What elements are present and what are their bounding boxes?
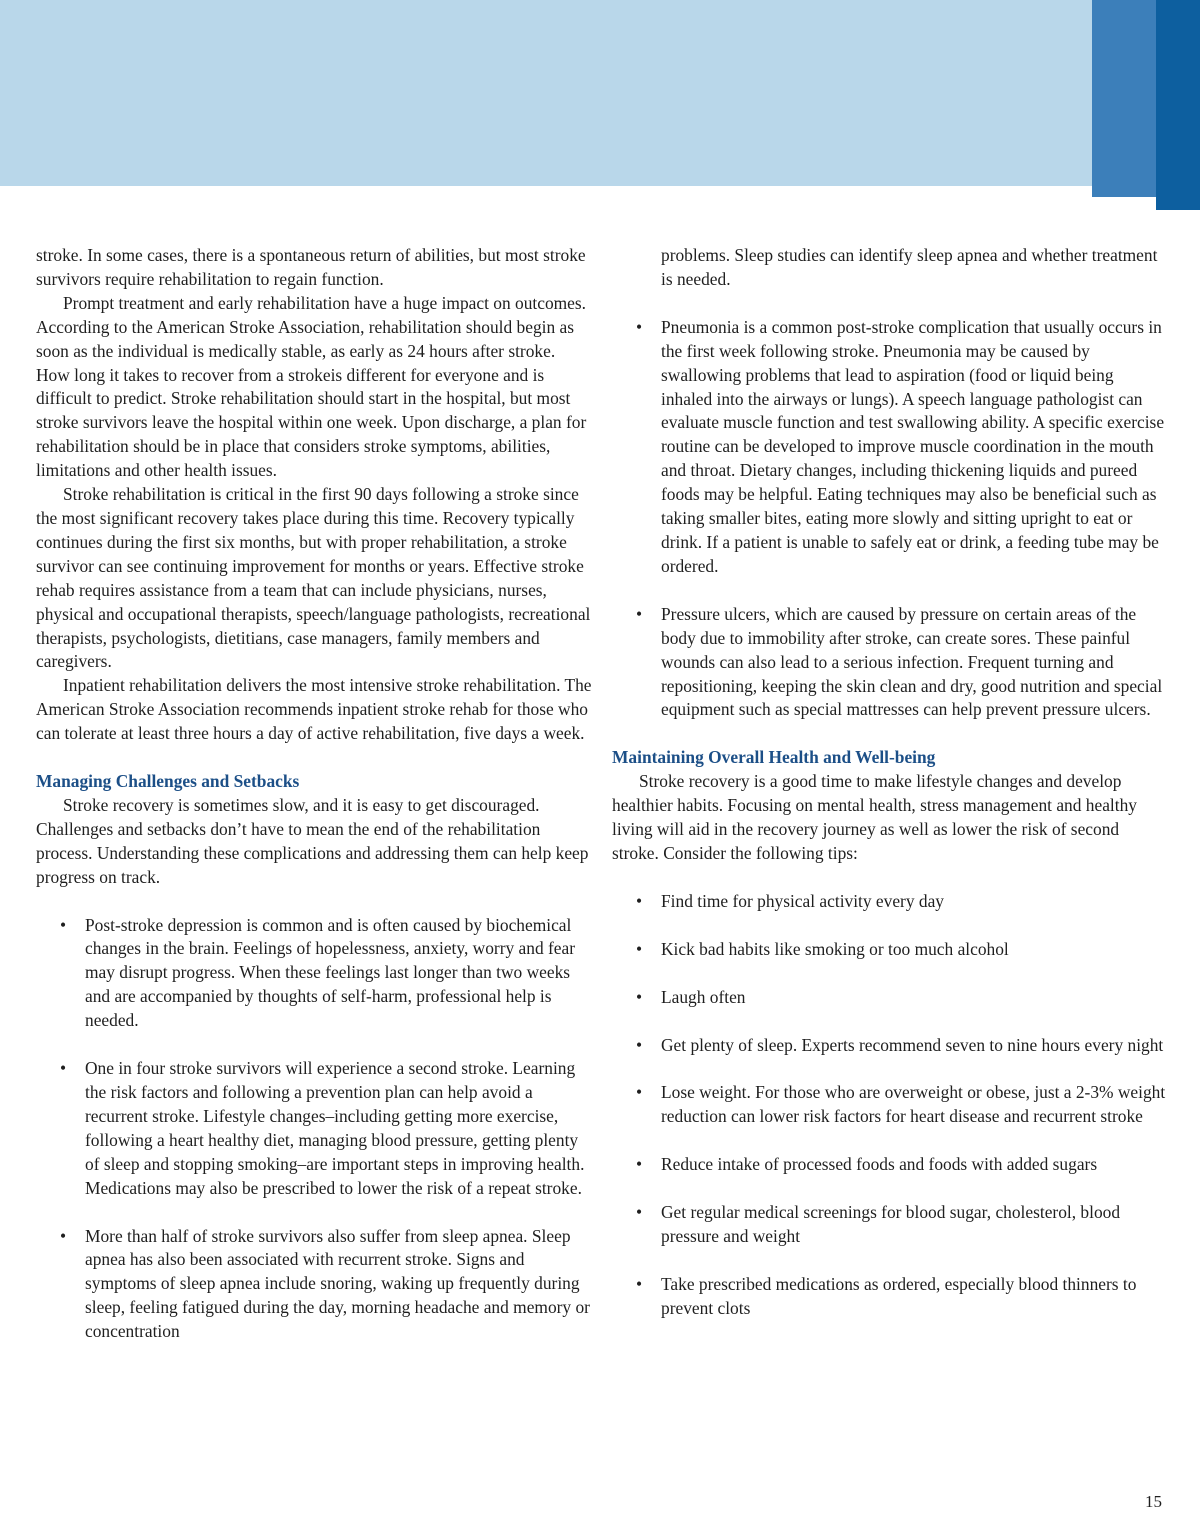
complications-list [36, 914, 592, 1345]
body-paragraph: Stroke recovery is a good time to make lifestyle changes and develop healthier habits. Focusing on mental health, stress management and healthy living will aid in the recovery journey as well as lower the risk of second stroke. Consider the following tips: [612, 771, 1137, 863]
tips-list [612, 890, 1168, 1321]
list-item: • Pressure ulcers, which are caused by pressure on certain areas of the body due to immobility after stroke, can create sores. These painful wounds can also lead to a serious infection. Frequent turning and repositioning, keeping the skin clean and dry, good nutrition and special equipment such as special mattresses can help prevent pressure ulcers. [612, 603, 1168, 723]
list-item: • Take prescribed medications as ordered, especially blood thinners to prevent clots [612, 1273, 1168, 1321]
list-item: • Get regular medical screenings for blood sugar, cholesterol, blood pressure and weight [612, 1201, 1168, 1249]
body-paragraph: stroke. In some cases, there is a spontaneous return of abilities, but most stroke survivors require rehabilitation to regain function. [36, 245, 586, 289]
page-number: 15 [1145, 1492, 1162, 1511]
body-paragraph: Stroke rehabilitation is critical in the first 90 days following a stroke since the most significant recovery takes place during this time. Recovery typically continues during the first six months, but with proper rehabilitation, a stroke survivor can see continuing improvement for months or years. Effective stroke rehab requires assistance from a team that can include physicians, nurses, physical and occupational therapists, speech/language pathologists, recreational therapists, psychologists, dietitians, case managers, family members and caregivers. [36, 484, 591, 672]
complications-list-continued [612, 316, 1168, 723]
left-column [36, 244, 592, 1344]
list-item: • Get plenty of sleep. Experts recommend seven to nine hours every night [612, 1034, 1168, 1058]
header-band [0, 0, 1092, 186]
list-item: • Pneumonia is a common post-stroke complication that usually occurs in the first week following stroke. Pneumonia may be caused by swallowing problems that lead to aspiration (food or liquid being inhaled into the airways or lungs). A speech language pathologist can evaluate muscle function and test swallowing ability. A specific exercise routine can be developed to improve muscle coordination in the mouth and throat. Dietary changes, including thickening liquids and pureed foods may be helpful. Eating techniques may also be beneficial such as taking smaller bites, eating more slowly and sitting upright to eat or drink. If a patient is unable to safely eat or drink, a feeding tube may be ordered. [612, 316, 1168, 579]
list-item: • Kick bad habits like smoking or too much alcohol [612, 938, 1168, 962]
list-item: • One in four stroke survivors will experience a second stroke. Learning the risk factors and following a prevention plan can help avoid a recurrent stroke. Lifestyle changes–including getting more exercise, following a heart healthy diet, managing blood pressure, getting plenty of sleep and stopping smoking–are important steps in improving health. Medications may also be prescribed to lower the risk of a repeat stroke. [36, 1057, 592, 1200]
right-column [612, 244, 1168, 1321]
list-item: • Find time for physical activity every day [612, 890, 1168, 914]
body-paragraph: Stroke recovery is sometimes slow, and it is easy to get discouraged. Challenges and setbacks don’t have to mean the end of the rehabilitation process. Understanding these complications and addressing them can help keep progress on track. [36, 794, 589, 887]
header-accent-bar [1092, 0, 1156, 197]
body-paragraph: Inpatient rehabilitation delivers the most intensive stroke rehabilitation. The American Stroke Association recommends inpatient stroke rehab for those who can tolerate at least three hours a day of active rehabilitation, five days a week. [36, 675, 592, 744]
body-paragraph: Prompt treatment and early rehabilitation have a huge impact on outcomes. According to the American Stroke Association, rehabilitation should begin as soon as the individual is medically stable, as early as 24 hours after stroke. How long it takes to recover from a strokeis different for everyone and is difficult to predict. Stroke rehabilitation should start in the hospital, but most stroke survivors leave the hospital within one week. Upon discharge, a plan for rehabilitation should be in place that considers stroke symptoms, abilities, limitations and other health issues. [36, 292, 587, 481]
list-item: • More than half of stroke survivors also suffer from sleep apnea. Sleep apnea has also been associated with recurrent stroke. Signs and symptoms of sleep apnea include snoring, waking up frequently during sleep, feeling fatigued during the day, morning headache and memory or concentration [36, 1225, 592, 1345]
list-item: • Lose weight. For those who are overweight or obese, just a 2-3% weight reduction can lower risk factors for heart disease and recurrent stroke [612, 1081, 1168, 1129]
list-item: • Reduce intake of processed foods and foods with added sugars [612, 1153, 1168, 1177]
list-item-continuation: problems. Sleep studies can identify sleep apnea and whether treatment is needed. [661, 245, 1158, 289]
section-heading-health: Maintaining Overall Health and Well-being [612, 747, 936, 768]
header-accent-bar-dark [1156, 0, 1200, 210]
list-item: • Laugh often [612, 986, 1168, 1010]
list-item: • Post-stroke depression is common and is often caused by biochemical changes in the brain. Feelings of hopelessness, anxiety, worry and fear may disrupt progress. When these feelings last longer than two weeks and are accompanied by thoughts of self-harm, professional help is needed. [36, 914, 592, 1034]
section-heading-challenges: Managing Challenges and Setbacks [36, 771, 300, 792]
